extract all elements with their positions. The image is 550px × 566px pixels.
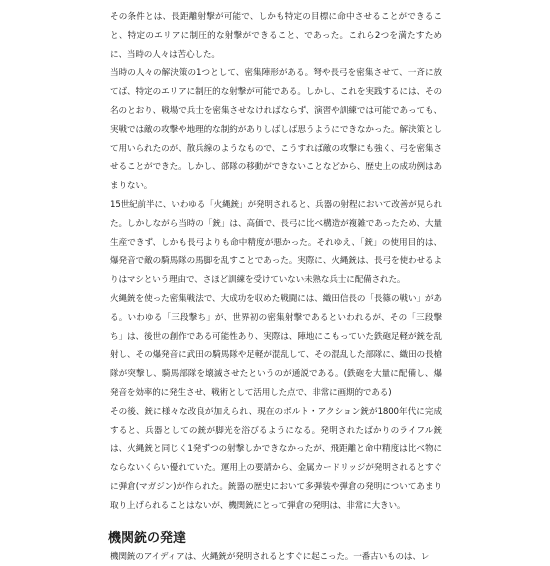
document-body (110, 8, 442, 566)
paragraph-dense-formation: 当時の人々の解決策の1つとして、密集陣形がある。弩や長弓を密集させて、一斉に放てば、特定のエリアに制圧的な射撃が可能である。しかし、これを実践するには、その名のとおり、戦場で兵士を密集させなければならず、演習や訓練では可能であっても、実戦では敵の攻撃や地理的な制約がありしばしば思うようにできなかった。解決策として用いられたのが、散兵線のようなもので、こうすれば敵の攻撃にも強く、弓を密集させることができた。しかし、部隊の移動ができないことなどから、歴史上の成功例はあまりない。 (110, 68, 442, 192)
paragraph-bolt-action: その後、銃に様々な改良が加えられ、現在のボルト・アクション銃が1800年代に完成すると、兵器としての銃が脚光を浴びるようになる。発明されたばかりのライフル銃は、火縄銃と同じく1発ずつの射撃しかできなかったが、飛距離と命中精度は比べ物にならないくらい優れていた。運用上の要請から、金属カードリッジが発明されるとすぐに弾倉(マガジン)が作られた。銃器の歴史において多弾装や弾倉の発明についてあまり取り上げられることはないが、機関銃にとって弾倉の発明は、非常に大きい。 (110, 406, 442, 511)
paragraph-machine-gun-origin: 機関銃のアイディアは、火縄銃が発明されるとすぐに起こった。一番古いものは、レ (110, 551, 430, 562)
paragraph-matchlock: 15世紀前半に、いわゆる「火縄銃」が発明されると、兵器の射程において改善が見られた。しかしながら当時の「銃」は、高価で、長弓に比べ構造が複雑であったため、大量生産できず、しかも長弓よりも命中精度が悪かった。それゆえ、「銃」の使用目的は、爆発音で敵の騎馬隊の馬脚を乱すことであった。実際に、火縄銃は、長弓を使わせるよりはマシという理由で、さほど訓練を受けていない未熟な兵士に配備された。 (110, 199, 442, 286)
section-heading: 機関銃の発達 (108, 530, 187, 546)
paragraph-conditions: その条件とは、長距離射撃が可能で、しかも特定の目標に命中させることができること、特定のエリアに制圧的な射撃ができること、であった。これら2つを満たすために、当時の人々は苦心した。 (110, 12, 442, 60)
paragraph-nagashino: 火縄銃を使った密集戦法で、大成功を収めた戦闘には、織田信長の「長篠の戦い」がある。いわゆる「三段撃ち」が、世界初の密集射撃であるといわれるが、その「三段撃ち」は、後世の創作である可能性あり、実際は、陣地にこもっていた鉄砲足軽が銃を乱射し、その爆発音に武田の騎馬隊や足軽が混乱して、その混乱した部隊に、織田の長槍隊が突撃し、騎馬部隊を壊滅させたというのが通説である。(鉄砲を大量に配備し、爆発音を効率的に発生させ、戦術として活用した点で、非常に画期的である) (110, 293, 442, 398)
